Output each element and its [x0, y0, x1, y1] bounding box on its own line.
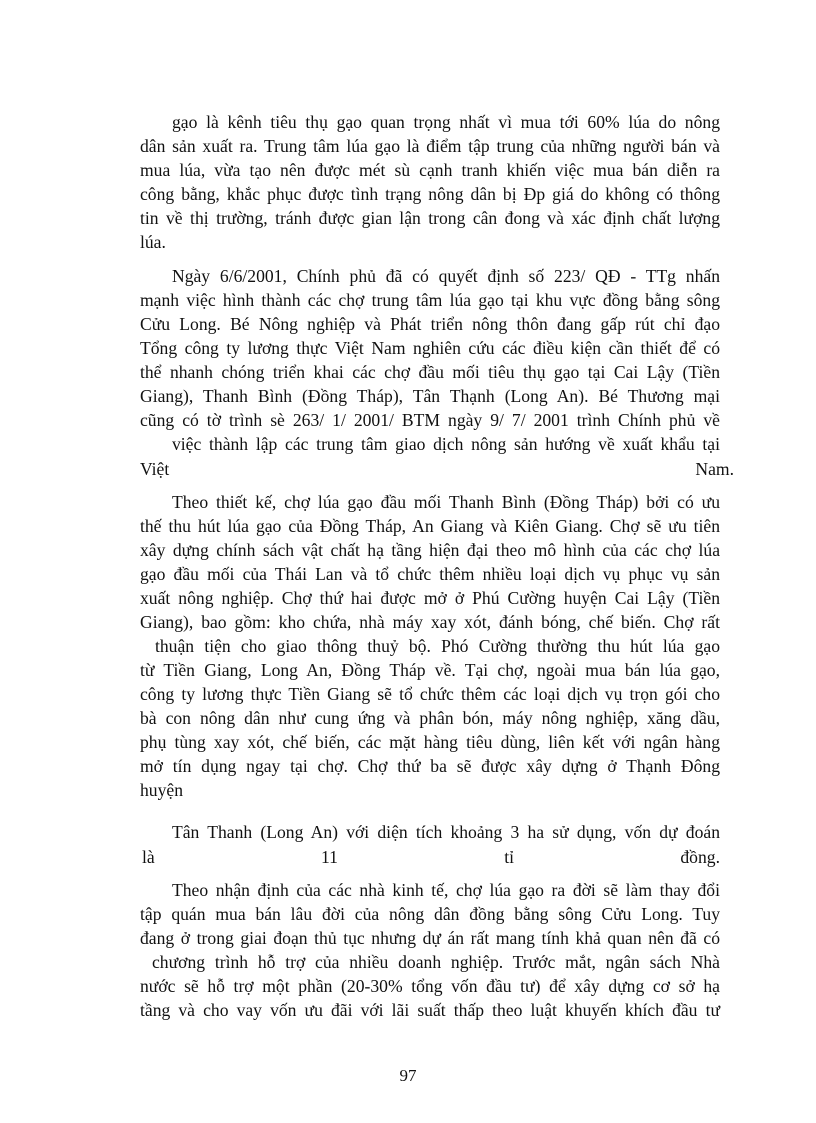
text-line: từ Tiền Giang, Long An, Đồng Tháp về. Tại chợ, ngoài mua bán lúa gạo,	[140, 660, 720, 680]
text-line: bà con nông dân như cung ứng và phân bón, máy nông nghiệp, xăng dầu,	[140, 708, 720, 728]
line-word: 11	[321, 847, 338, 867]
text-line: mạnh việc hình thành các chợ trung tâm lúa gạo tại khu vực đồng bằng sông	[140, 290, 720, 310]
text-line: dân sản xuất ra. Trung tâm lúa gạo là điểm tập trung của những người bán và	[140, 136, 720, 156]
line-word: Việt	[140, 459, 170, 479]
text-line: thế thu hút lúa gạo của Đồng Tháp, An Giang và Kiên Giang. Chợ sẽ ưu tiên	[140, 516, 720, 536]
text-line: thể nhanh chóng triển khai các chợ đầu mối tiêu thụ gạo tại Cai Lậy (Tiền	[140, 362, 720, 382]
text-line: xuất nông nghiệp. Chợ thứ hai được mở ở Phú Cường huyện Cai Lậy (Tiền	[140, 588, 720, 608]
text-line: thuận tiện cho giao thông thuỷ bộ. Phó Cường thường thu hút lúa gạo	[155, 636, 720, 656]
text-line: lúa.	[140, 232, 166, 252]
text-line: tập quán mua bán lâu đời của nông dân đồng bằng sông Cửu Long. Tuy	[140, 904, 720, 924]
text-line	[140, 457, 734, 481]
text-line: tầng và cho vay vốn ưu đãi với lãi suất thấp theo luật khuyến khích đầu tư	[140, 1000, 720, 1020]
text-line: chương trình hỗ trợ của nhiều doanh nghiệp. Trước mắt, ngân sách Nhà	[152, 952, 720, 972]
text-line: Tân Thanh (Long An) với diện tích khoảng 3 ha sử dụng, vốn dự đoán	[172, 822, 720, 842]
line-word: đồng.	[680, 847, 720, 867]
text-line: cũng có tờ trình sè 263/ 1/ 2001/ BTM ngày 9/ 7/ 2001 trình Chính phủ về	[140, 410, 720, 430]
text-line: Theo thiết kế, chợ lúa gạo đầu mối Thanh Bình (Đồng Tháp) bởi có ưu	[172, 492, 720, 512]
text-line: công bằng, khắc phục được tình trạng nông dân bị Đp giá do không có thông	[140, 184, 720, 204]
text-line: nước sẽ hỗ trợ một phần (20-30% tổng vốn đầu tư) để xây dựng cơ sở hạ	[140, 976, 720, 996]
text-line: Theo nhận định của các nhà kinh tế, chợ lúa gạo ra đời sẽ làm thay đổi	[172, 880, 720, 900]
text-line	[142, 845, 720, 869]
text-line: xây dựng chính sách vật chất hạ tầng hiện đại theo mô hình của các chợ lúa	[140, 540, 720, 560]
text-line: Tổng công ty lương thực Việt Nam nghiên cứu các điều kiện cần thiết để có	[140, 338, 720, 358]
text-line: Giang), bao gồm: kho chứa, nhà máy xay xót, đánh bóng, chế biến. Chợ rất	[140, 612, 720, 632]
text-line: tin về thị trường, tránh được gian lận trong cân đong và xác định chất lượng	[140, 208, 720, 228]
text-line: việc thành lập các trung tâm giao dịch nông sản hướng về xuất khẩu tại	[172, 434, 720, 454]
text-line: mở tín dụng ngay tại chợ. Chợ thứ ba sẽ được xây dựng ở Thạnh Đông	[140, 756, 720, 776]
text-line: Giang), Thanh Bình (Đồng Tháp), Tân Thạnh (Long An). Bé Thương mại	[140, 386, 720, 406]
text-line: phụ tùng xay xót, chế biến, các mặt hàng tiêu dùng, liên kết với ngân hàng	[140, 732, 720, 752]
text-line: Cửu Long. Bé Nông nghiệp và Phát triển nông thôn đang gấp rút chỉ đạo	[140, 314, 720, 334]
text-line: công ty lương thực Tiền Giang sẽ tổ chức thêm các loại dịch vụ trọn gói cho	[140, 684, 720, 704]
text-line: Ngày 6/6/2001, Chính phủ đã có quyết định số 223/ QĐ - TTg nhấn	[172, 266, 720, 286]
text-line: mua lúa, vừa tạo nên được mét sù cạnh tranh khiến việc mua bán diễn ra	[140, 160, 720, 180]
text-line: gạo là kênh tiêu thụ gạo quan trọng nhất vì mua tới 60% lúa do nông	[172, 112, 720, 132]
text-line: huyện	[140, 780, 183, 800]
text-line: gạo đầu mối của Thái Lan và tổ chức thêm nhiều loại dịch vụ phục vụ sản	[140, 564, 720, 584]
text-line: đang ở trong giai đoạn thủ tục nhưng dự án rất mang tính khả quan nên đã có	[140, 928, 720, 948]
line-word: là	[142, 847, 155, 867]
line-word: tỉ	[504, 847, 515, 867]
line-word: Nam.	[695, 459, 734, 479]
page-number: 97	[399, 1066, 417, 1085]
